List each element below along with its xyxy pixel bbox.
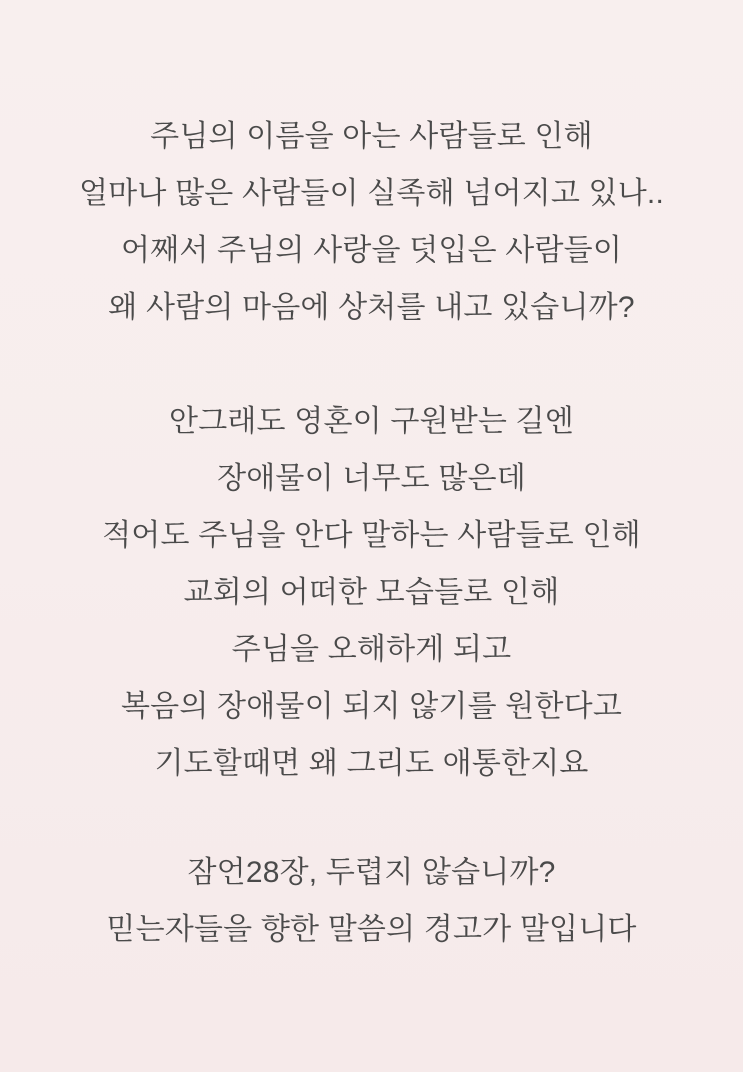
poem-line: 주님의 이름을 아는 사람들로 인해 xyxy=(150,120,593,153)
poem-line: 안그래도 영혼이 구원받는 길엔 xyxy=(169,405,574,438)
poem-line: 믿는자들을 향한 말씀의 경고가 말입니다 xyxy=(106,913,637,946)
poem-line: 잠언28장, 두렵지 않습니까? xyxy=(187,856,556,889)
poem-line: 어째서 주님의 사랑을 덧입은 사람들이 xyxy=(120,234,623,267)
poem-line: 장애물이 너무도 많은데 xyxy=(217,462,526,495)
poem-line: 왜 사람의 마음에 상처를 내고 있습니까? xyxy=(108,291,635,324)
stanza-3 xyxy=(0,844,743,958)
poem-line: 기도할때면 왜 그리도 애통한지요 xyxy=(154,747,589,780)
poem-line: 복음의 장애물이 되지 않기를 원한다고 xyxy=(120,690,623,723)
stanza-1 xyxy=(0,108,743,336)
stanza-2 xyxy=(0,393,743,792)
poem-line: 교회의 어떠한 모습들로 인해 xyxy=(183,576,560,609)
poem-line: 적어도 주님을 안다 말하는 사람들로 인해 xyxy=(102,519,641,552)
poem-line: 얼마나 많은 사람들이 실족해 넘어지고 있나.. xyxy=(79,177,664,210)
poem-line: 주님을 오해하게 되고 xyxy=(231,633,512,666)
